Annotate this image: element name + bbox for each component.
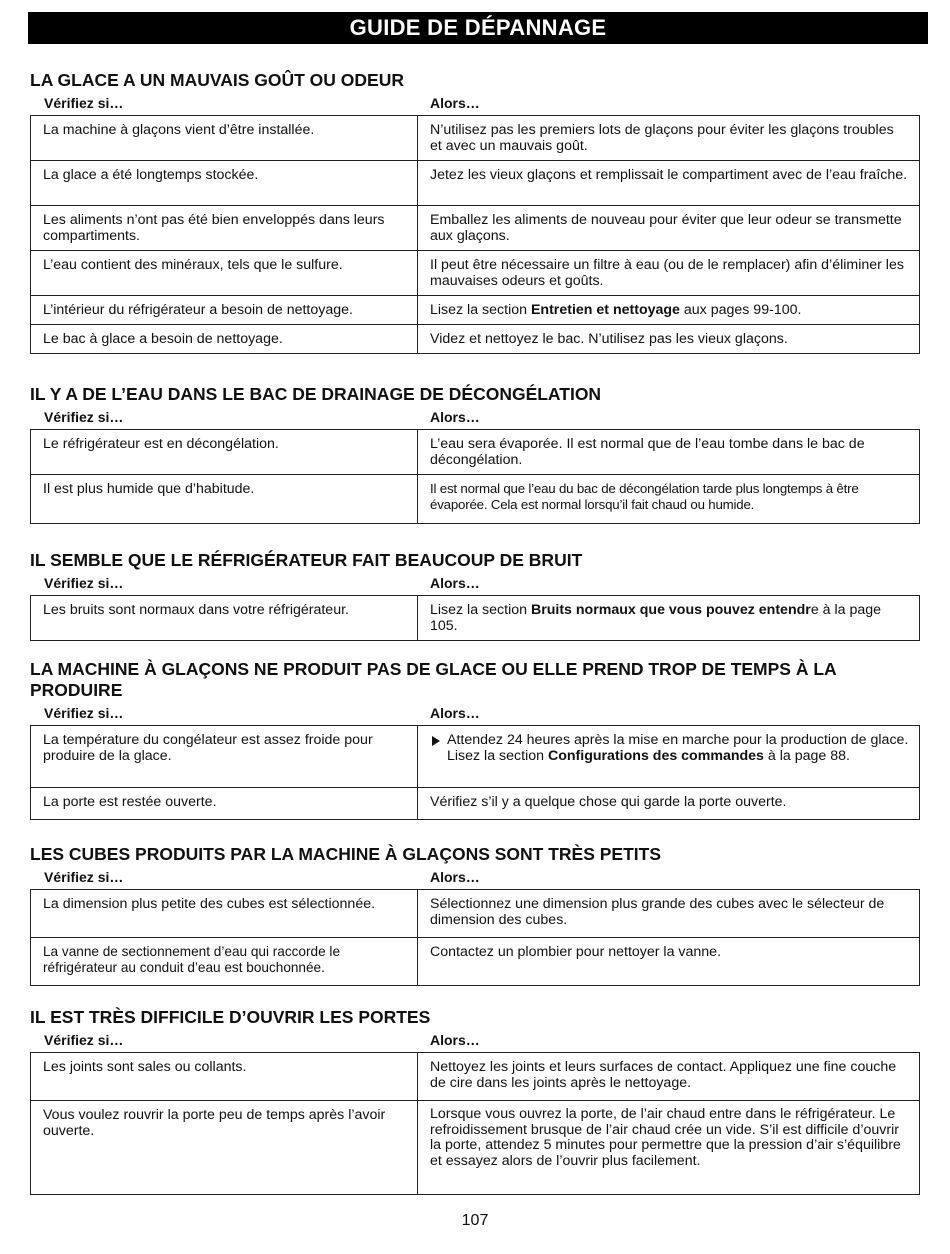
then-text: Lisez la section — [430, 302, 531, 318]
check-header: Vérifiez si… — [44, 95, 124, 111]
then-cell — [418, 726, 920, 788]
check-header: Vérifiez si… — [44, 869, 124, 885]
column-headers — [30, 405, 920, 425]
section-title: LA MACHINE À GLAÇONS NE PRODUIT PAS DE GLACE OU ELLE PREND TROP DE TEMPS À LA PRODUIRE — [30, 659, 837, 700]
check-header: Vérifiez si… — [44, 1032, 124, 1048]
check-cell: L’eau contient des minéraux, tels que le sulfure. — [31, 251, 418, 296]
then-header: Alors… — [430, 95, 480, 111]
then-cell: Vérifiez s’il y a quelque chose qui garde la porte ouverte. — [418, 788, 920, 820]
then-cell: Emballez les aliments de nouveau pour éviter que leur odeur se transmette aux glaçons. — [418, 206, 920, 251]
table-row — [31, 251, 920, 296]
check-cell: Vous voulez rouvrir la porte peu de temps après l’avoir ouverte. — [31, 1101, 418, 1195]
then-header: Alors… — [430, 869, 480, 885]
then-cell — [418, 596, 920, 641]
then-text: aux pages 99-100. — [679, 302, 802, 318]
then-text: à la page 88. — [763, 748, 850, 764]
column-headers — [30, 1028, 920, 1048]
table-row — [31, 938, 920, 986]
check-cell: La température du congélateur est assez froide pour produire de la glace. — [31, 726, 418, 788]
column-headers — [30, 865, 920, 885]
then-cell: Lorsque vous ouvrez la porte, de l’air chaud entre dans le réfrigérateur. Le refroidissement brusque de l’air chaud crée un vide. S’il est difficile d’ouvrir la porte, attendez 5 minutes pour permettre que la pression d’air s’équilibre et essayez alors de l’ouvrir plus facilement. — [418, 1101, 920, 1195]
section-small-cubes — [30, 844, 920, 986]
section-title: IL EST TRÈS DIFFICILE D’OUVRIR LES PORTES — [30, 1007, 431, 1027]
then-cell: N’utilisez pas les premiers lots de glaçons pour éviter les glaçons troubles et avec un mauvais goût. — [418, 116, 920, 161]
then-bold-ref: Entretien et nettoyage — [530, 302, 680, 318]
check-cell: Le bac à glace a besoin de nettoyage. — [31, 325, 418, 354]
check-cell: Le réfrigérateur est en décongélation. — [31, 430, 418, 475]
troubleshoot-table — [30, 429, 920, 524]
then-bold-ref: Configurations des commandes — [547, 748, 764, 764]
check-cell: La glace a été longtemps stockée. — [31, 161, 418, 206]
page-banner-title: GUIDE DE DÉPANNAGE — [28, 12, 928, 44]
column-headers — [30, 571, 920, 591]
check-cell: La vanne de sectionnement d’eau qui raccorde le réfrigérateur au conduit d’eau est bouchonnée. — [31, 938, 418, 986]
table-row — [31, 475, 920, 524]
then-header: Alors… — [430, 1032, 480, 1048]
then-cell: Il peut être nécessaire un filtre à eau (ou de le remplacer) afin d’éliminer les mauvaises odeurs et goûts. — [418, 251, 920, 296]
section-no-ice — [30, 659, 920, 820]
troubleshoot-table — [30, 115, 920, 354]
check-header: Vérifiez si… — [44, 409, 124, 425]
then-header: Alors… — [430, 409, 480, 425]
then-cell: Videz et nettoyez le bac. N’utilisez pas les vieux glaçons. — [418, 325, 920, 354]
check-cell: Il est plus humide que d’habitude. — [31, 475, 418, 524]
section-title: LES CUBES PRODUITS PAR LA MACHINE À GLAÇONS SONT TRÈS PETITS — [30, 844, 662, 864]
check-cell: La machine à glaçons vient d’être installée. — [31, 116, 418, 161]
table-row — [31, 890, 920, 938]
table-row — [31, 116, 920, 161]
check-cell: Les aliments n’ont pas été bien enveloppés dans leurs compartiments. — [31, 206, 418, 251]
table-row — [31, 1053, 920, 1101]
then-text: e à la page 105. — [430, 602, 882, 634]
table-row — [31, 430, 920, 475]
troubleshoot-table — [30, 595, 920, 641]
troubleshoot-table — [30, 1052, 920, 1195]
section-title: IL SEMBLE QUE LE RÉFRIGÉRATEUR FAIT BEAUCOUP DE BRUIT — [30, 550, 583, 570]
table-row — [31, 726, 920, 788]
check-cell: Les joints sont sales ou collants. — [31, 1053, 418, 1101]
then-cell: L’eau sera évaporée. Il est normal que de l’eau tombe dans le bac de décongélation. — [418, 430, 920, 475]
check-cell: La porte est restée ouverte. — [31, 788, 418, 820]
then-cell — [418, 296, 920, 325]
then-header: Alors… — [430, 705, 480, 721]
check-cell: Les bruits sont normaux dans votre réfrigérateur. — [31, 596, 418, 641]
then-cell: Sélectionnez une dimension plus grande des cubes avec le sélecteur de dimension des cubes. — [418, 890, 920, 938]
page-number: 107 — [461, 1212, 489, 1229]
table-row — [31, 596, 920, 641]
troubleshoot-table — [30, 889, 920, 986]
section-bad-taste — [30, 70, 920, 354]
table-row — [31, 296, 920, 325]
section-title: LA GLACE A UN MAUVAIS GOÛT OU ODEUR — [30, 70, 404, 90]
then-cell: Nettoyez les joints et leurs surfaces de contact. Appliquez une fine couche de cire dans les joints après le nettoyage. — [418, 1053, 920, 1101]
then-cell: Il est normal que l’eau du bac de décongélation tarde plus longtemps à être évaporée. Cela est normal lorsqu’il fait chaud ou humide. — [418, 475, 920, 524]
table-row — [31, 161, 920, 206]
then-text-block — [430, 732, 909, 764]
bullet-arrow-icon — [432, 736, 440, 746]
check-header: Vérifiez si… — [44, 705, 124, 721]
section-noise — [30, 550, 920, 641]
column-headers — [30, 91, 920, 111]
table-row — [31, 1101, 920, 1195]
check-cell: L’intérieur du réfrigérateur a besoin de nettoyage. — [31, 296, 418, 325]
troubleshoot-table — [30, 725, 920, 820]
section-title: IL Y A DE L’EAU DANS LE BAC DE DRAINAGE DE DÉCONGÉLATION — [30, 384, 602, 404]
table-row — [31, 325, 920, 354]
then-bold-ref: Bruits normaux que vous pouvez entendr — [530, 602, 811, 618]
check-cell: La dimension plus petite des cubes est sélectionnée. — [31, 890, 418, 938]
then-text: Attendez 24 heures après la mise en marche pour la production de glace. Lisez la section — [447, 732, 909, 764]
then-header: Alors… — [430, 575, 480, 591]
then-text: Lisez la section — [430, 602, 531, 618]
check-header: Vérifiez si… — [44, 575, 124, 591]
section-drain-water — [30, 384, 920, 524]
table-row — [31, 206, 920, 251]
table-row — [31, 788, 920, 820]
section-doors-hard — [30, 1007, 920, 1195]
then-cell: Jetez les vieux glaçons et remplissait le compartiment avec de l’eau fraîche. — [418, 161, 920, 206]
then-cell: Contactez un plombier pour nettoyer la vanne. — [418, 938, 920, 986]
column-headers — [30, 701, 920, 721]
